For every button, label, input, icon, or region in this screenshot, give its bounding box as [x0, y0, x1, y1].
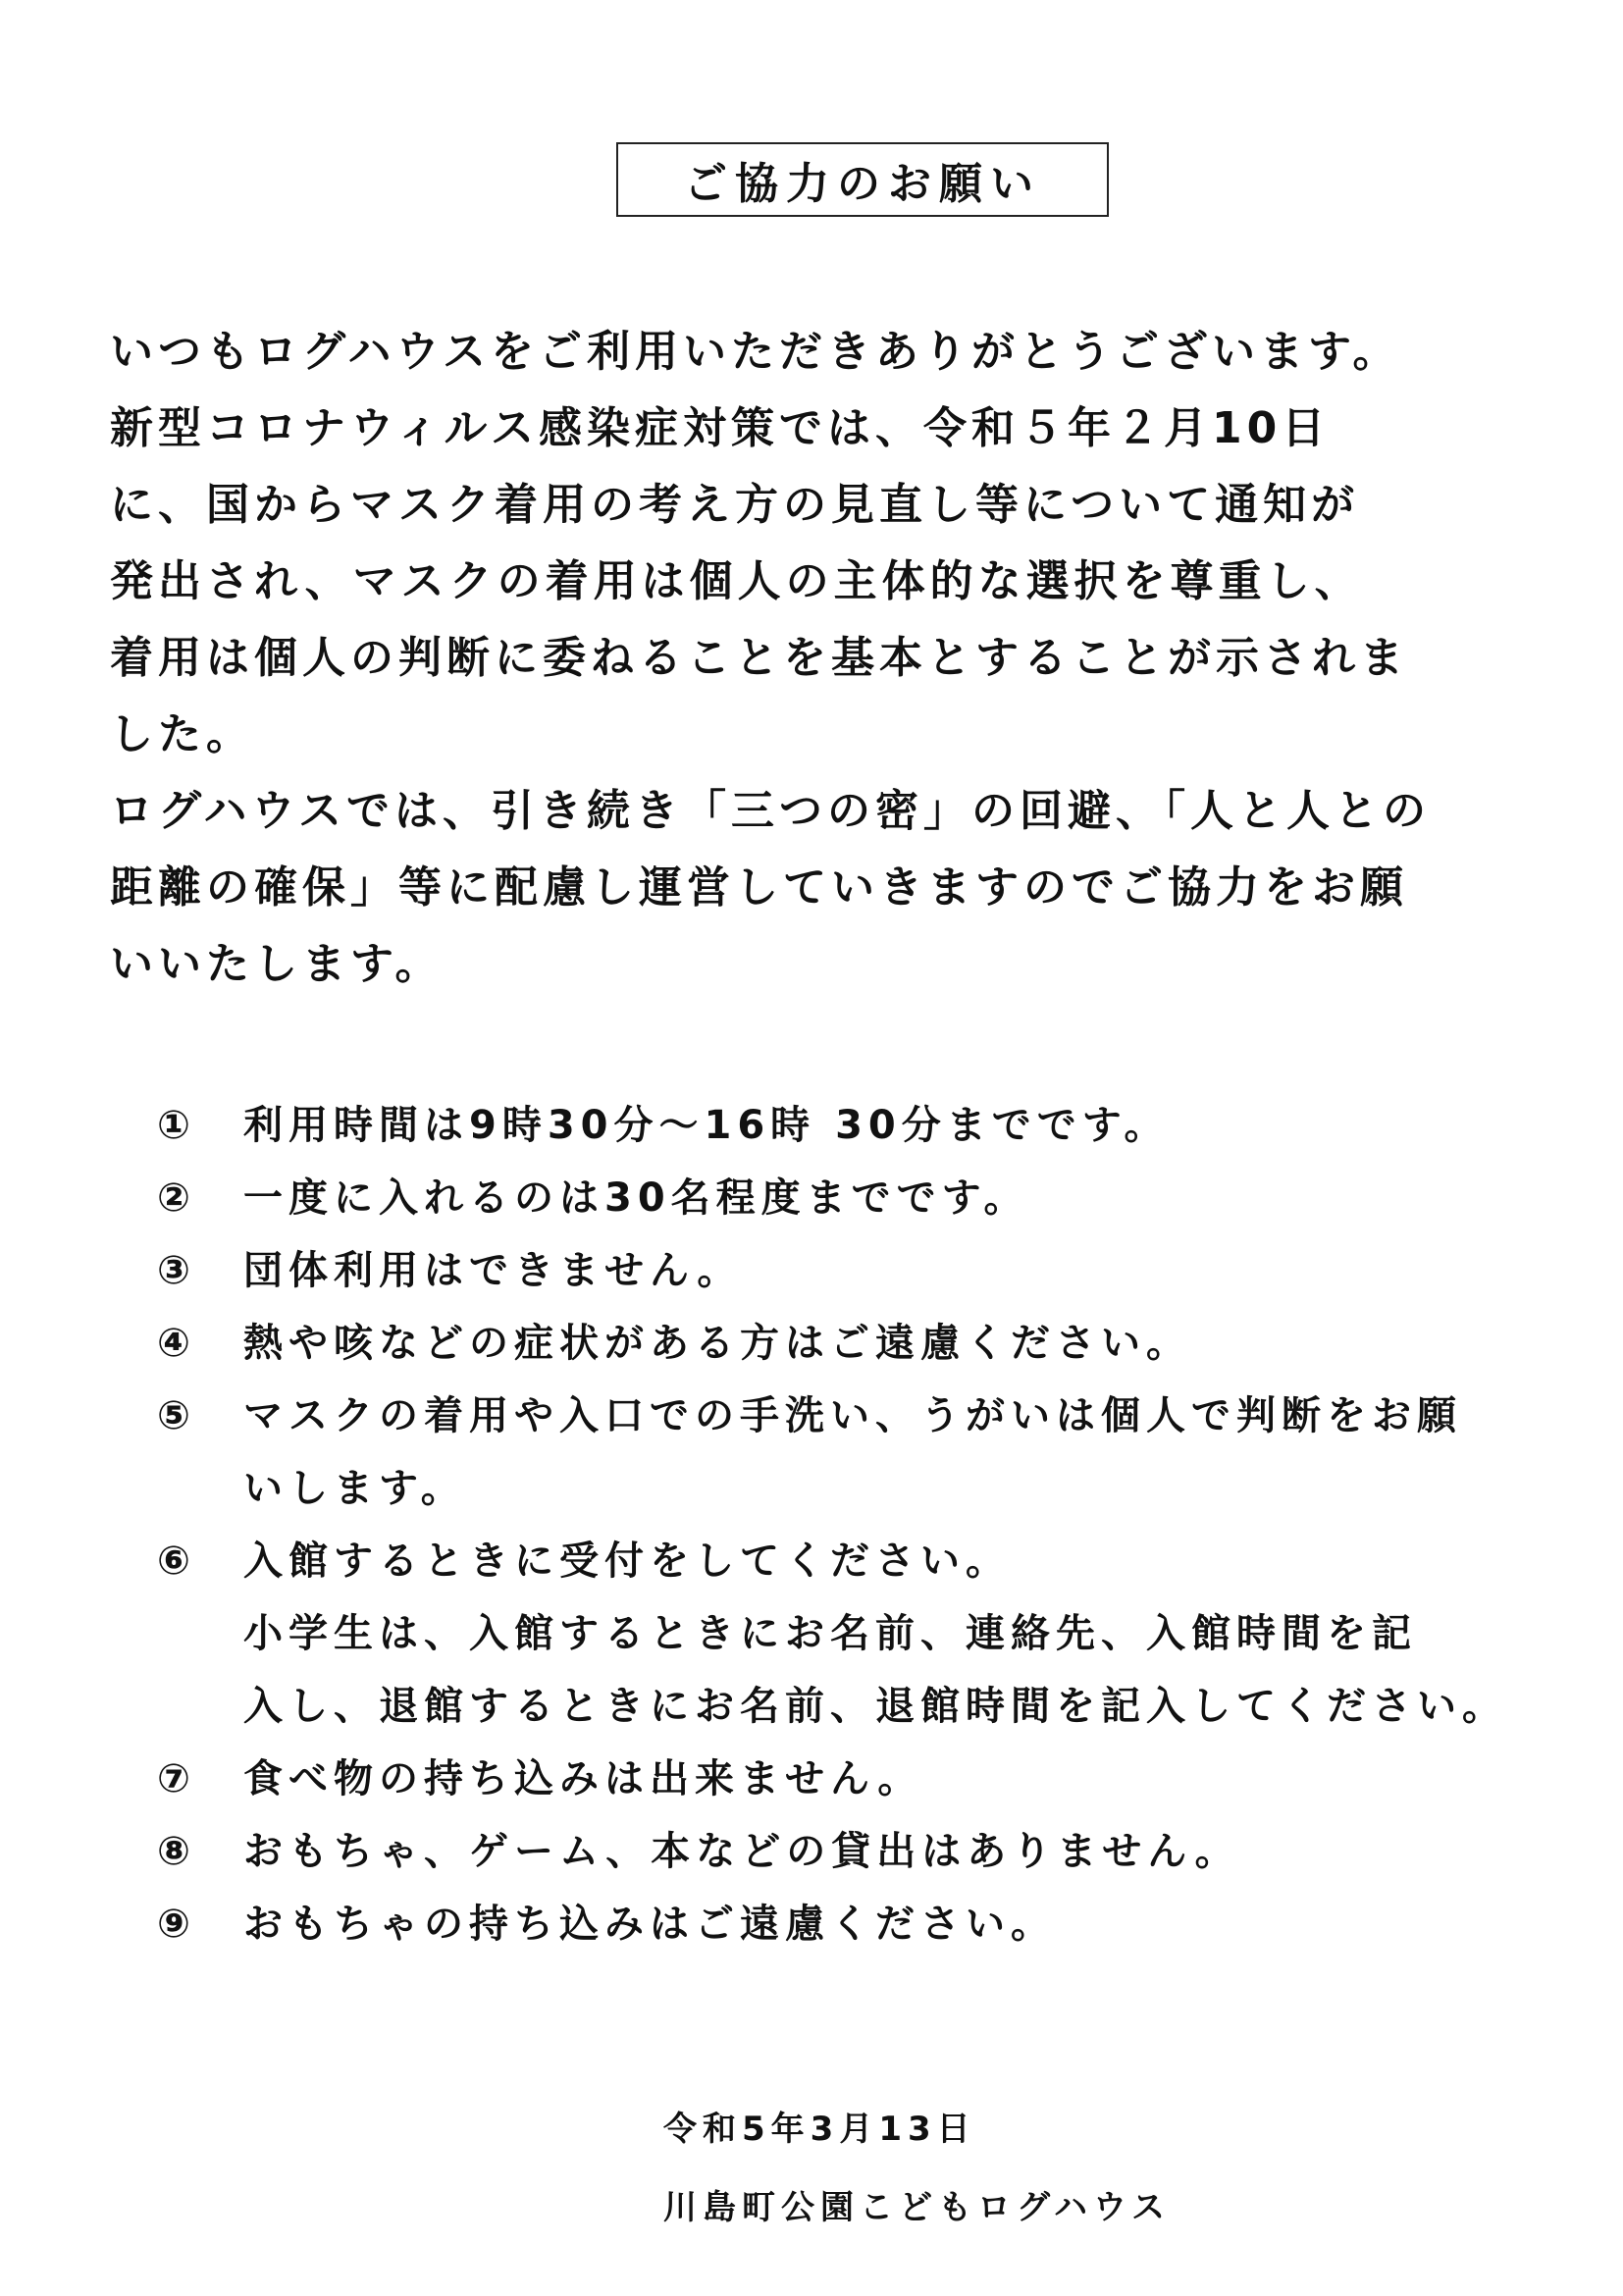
- rule-text: 入館するときに受付をしてください。: [243, 1539, 1011, 1584]
- rule-text: いします。: [243, 1466, 466, 1511]
- rule-text: おもちゃの持ち込みはご遠慮ください。: [243, 1902, 1056, 1947]
- rule-number: ④: [157, 1321, 196, 1366]
- rule-number: ①: [157, 1103, 196, 1148]
- rule-item-8: [157, 1815, 1570, 1888]
- intro-line: いいたします。: [110, 939, 444, 989]
- rule-text: 一度に入れるのは30名程度までです。: [243, 1175, 1029, 1221]
- rule-number: ⑧: [157, 1829, 196, 1874]
- rule-item-3: [157, 1234, 1570, 1307]
- intro-line: 距離の確保」等に配慮し運営していきますのでご協力をお願: [110, 862, 1408, 913]
- rule-item-9: [157, 1888, 1570, 1960]
- notice-footer: [663, 2090, 1171, 2247]
- rule-text: 熱や咳などの症状がある方はご遠慮ください。: [243, 1321, 1191, 1366]
- rule-text: 小学生は、入館するときにお名前、連絡先、入館時間を記: [243, 1611, 1417, 1656]
- rule-text: 団体利用はできません。: [243, 1248, 743, 1293]
- intro-line: 着用は個人の判断に委ねることを基本とすることが示されま: [110, 633, 1408, 683]
- rule-item-1: [157, 1089, 1570, 1162]
- intro-paragraph: [110, 314, 1562, 1003]
- notice-title: ご協力のお願い: [616, 142, 1109, 217]
- rule-item-7: [157, 1743, 1570, 1815]
- rule-text: 食べ物の持ち込みは出来ません。: [243, 1756, 923, 1801]
- rule-text: マスクの着用や入口での手洗い、うがいは個人で判断をお願: [243, 1393, 1462, 1438]
- rule-number: ⑦: [157, 1756, 196, 1801]
- intro-line: に、国からマスク着用の考え方の見直し等について通知が: [110, 480, 1360, 530]
- intro-line: いつもログハウスをご利用いただきありがとうございます。: [110, 327, 1401, 377]
- footer-organization: 川島町公園こどもログハウス: [663, 2188, 1171, 2227]
- rule-text: 利用時間は9時30分～16時 30分までです。: [243, 1103, 1170, 1148]
- intro-line: ログハウスでは、引き続き「三つの密」の回避、「人と人との: [110, 786, 1432, 836]
- rule-item-2: [157, 1162, 1570, 1234]
- rule-item-6: [157, 1525, 1570, 1743]
- footer-date: 令和5年3月13日: [663, 2110, 976, 2149]
- rules-list: [157, 1089, 1570, 1960]
- rule-text: おもちゃ、ゲーム、本などの貸出はありません。: [243, 1829, 1240, 1874]
- rule-item-4: [157, 1307, 1570, 1380]
- rule-text: 入し、退館するときにお名前、退館時間を記入してください。: [243, 1684, 1507, 1729]
- intro-line: した。: [110, 709, 254, 759]
- rule-number: ③: [157, 1248, 196, 1293]
- intro-line: 新型コロナウィルス感染症対策では、令和５年２月10日: [110, 403, 1331, 453]
- rule-number: ⑤: [157, 1393, 196, 1438]
- intro-line: 発出され、マスクの着用は個人の主体的な選択を尊重し、: [110, 556, 1363, 606]
- rule-number: ②: [157, 1175, 196, 1221]
- rule-item-5: [157, 1380, 1570, 1525]
- rule-number: ⑨: [157, 1902, 196, 1947]
- rule-number: ⑥: [157, 1539, 196, 1584]
